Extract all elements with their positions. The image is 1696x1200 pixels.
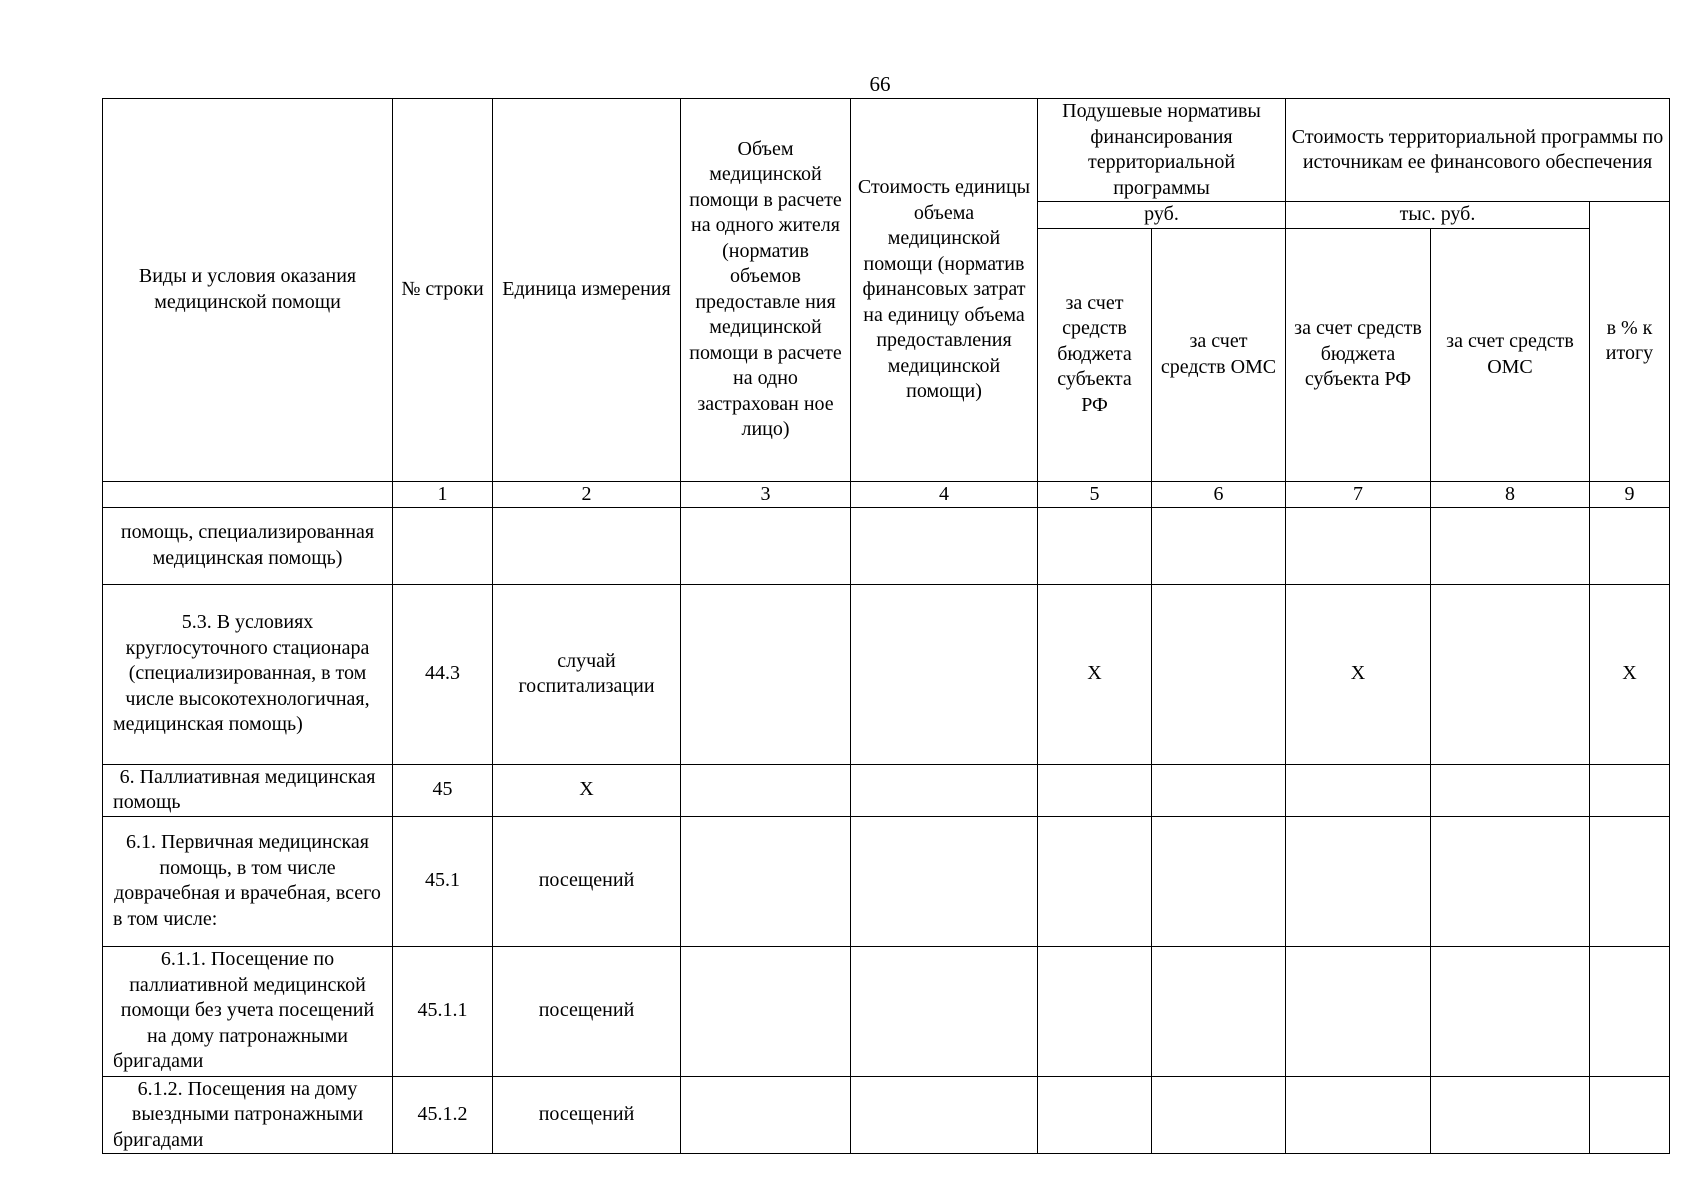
table-row: [103, 584, 1670, 764]
row-cell: [1038, 1076, 1152, 1154]
header-group-percapita: Подушевые нормативы финансирования территориальной программы: [1038, 99, 1286, 202]
row-unit: посещений: [493, 816, 681, 946]
row-cell: [1431, 507, 1590, 584]
row-cell: [681, 816, 851, 946]
header-unit-cost: Стоимость единицы объема медицинской помощи (норматив финансовых затрат на единицу объема предоставления медицинской помощи): [851, 99, 1038, 482]
column-number: 8: [1431, 481, 1590, 507]
row-cell: [1590, 946, 1670, 1076]
row-name: помощь, специализированная медицинская помощь): [103, 507, 393, 584]
row-cell: [1152, 584, 1286, 764]
row-cell: [1286, 816, 1431, 946]
row-cell: Х: [1286, 584, 1431, 764]
row-cell: [1286, 764, 1431, 816]
row-cell: [851, 584, 1038, 764]
row-cell: [1286, 946, 1431, 1076]
row-cell: [681, 764, 851, 816]
row-cell: [1152, 1076, 1286, 1154]
row-cell: [1431, 946, 1590, 1076]
row-line-number: 45.1.1: [393, 946, 493, 1076]
row-unit: посещений: [493, 946, 681, 1076]
table-row: [103, 816, 1670, 946]
row-cell: [851, 507, 1038, 584]
row-name: 5.3. В условиях круглосуточного стационара (специализированная, в том числе высокотехнологичная, медицинская помощь): [103, 584, 393, 764]
row-name: 6.1.1. Посещение по паллиативной медицинской помощи без учета посещений на дому патронажными бригадами: [103, 946, 393, 1076]
header-percapita-budget: за счет средств бюджета субъекта РФ: [1038, 228, 1152, 481]
table-row: [103, 1076, 1670, 1154]
table-row: [103, 507, 1670, 584]
column-number-row: [103, 481, 1670, 507]
row-cell: [1286, 1076, 1431, 1154]
row-line-number: 45: [393, 764, 493, 816]
row-cell: [851, 946, 1038, 1076]
row-cell: [1431, 816, 1590, 946]
header-volume: Объем медицинской помощи в расчете на одного жителя (норматив объемов предоставле ния медицинской помощи в расчете на одно застрахован ное лицо): [681, 99, 851, 482]
table-row: [103, 764, 1670, 816]
row-cell: [1431, 584, 1590, 764]
row-name: 6. Паллиативная медицинская помощь: [103, 764, 393, 816]
row-unit: [493, 507, 681, 584]
row-unit: Х: [493, 764, 681, 816]
row-cell: [1590, 816, 1670, 946]
column-number: 4: [851, 481, 1038, 507]
row-cell: [1038, 764, 1152, 816]
header-cost-oms: за счет средств ОМС: [1431, 228, 1590, 481]
row-cell: [681, 507, 851, 584]
row-cell: [1038, 507, 1152, 584]
header-line-number: № строки: [393, 99, 493, 482]
row-cell: [1038, 816, 1152, 946]
column-number: [103, 481, 393, 507]
header-percapita-oms: за счет средств ОМС: [1152, 228, 1286, 481]
header-program-cost-unit: тыс. руб.: [1286, 202, 1590, 229]
row-cell: [681, 946, 851, 1076]
column-number: 1: [393, 481, 493, 507]
header-group-program-cost: Стоимость территориальной программы по источникам ее финансового обеспечения: [1286, 99, 1670, 202]
page-number: 66: [869, 72, 891, 96]
row-cell: [1286, 507, 1431, 584]
row-name: 6.1. Первичная медицинская помощь, в том числе доврачебная и врачебная, всего в том числе:: [103, 816, 393, 946]
column-number: 3: [681, 481, 851, 507]
row-cell: [1152, 507, 1286, 584]
row-line-number: [393, 507, 493, 584]
row-cell: Х: [1590, 584, 1670, 764]
header-percent-of-total: в % к итогу: [1590, 202, 1670, 482]
column-number: 7: [1286, 481, 1431, 507]
row-unit: случай госпитализации: [493, 584, 681, 764]
row-cell: [1590, 764, 1670, 816]
row-unit: посещений: [493, 1076, 681, 1154]
row-line-number: 45.1.2: [393, 1076, 493, 1154]
column-number: 6: [1152, 481, 1286, 507]
row-cell: [851, 1076, 1038, 1154]
row-cell: [681, 1076, 851, 1154]
row-line-number: 45.1: [393, 816, 493, 946]
header-percapita-unit: руб.: [1038, 202, 1286, 229]
row-cell: [1152, 946, 1286, 1076]
row-cell: [1431, 1076, 1590, 1154]
header-cost-budget: за счет средств бюджета субъекта РФ: [1286, 228, 1431, 481]
row-cell: [1152, 816, 1286, 946]
row-cell: [851, 764, 1038, 816]
row-cell: [1038, 946, 1152, 1076]
table-row: [103, 946, 1670, 1076]
financing-table: [102, 98, 1670, 1154]
row-cell: Х: [1038, 584, 1152, 764]
column-number: 5: [1038, 481, 1152, 507]
row-line-number: 44.3: [393, 584, 493, 764]
column-number: 2: [493, 481, 681, 507]
row-cell: [1431, 764, 1590, 816]
row-cell: [851, 816, 1038, 946]
row-name: 6.1.2. Посещения на дому выездными патронажными бригадами: [103, 1076, 393, 1154]
column-number: 9: [1590, 481, 1670, 507]
row-cell: [1590, 1076, 1670, 1154]
header-unit: Единица измерения: [493, 99, 681, 482]
row-cell: [681, 584, 851, 764]
header-kind: Виды и условия оказания медицинской помощи: [103, 99, 393, 482]
row-cell: [1152, 764, 1286, 816]
row-cell: [1590, 507, 1670, 584]
